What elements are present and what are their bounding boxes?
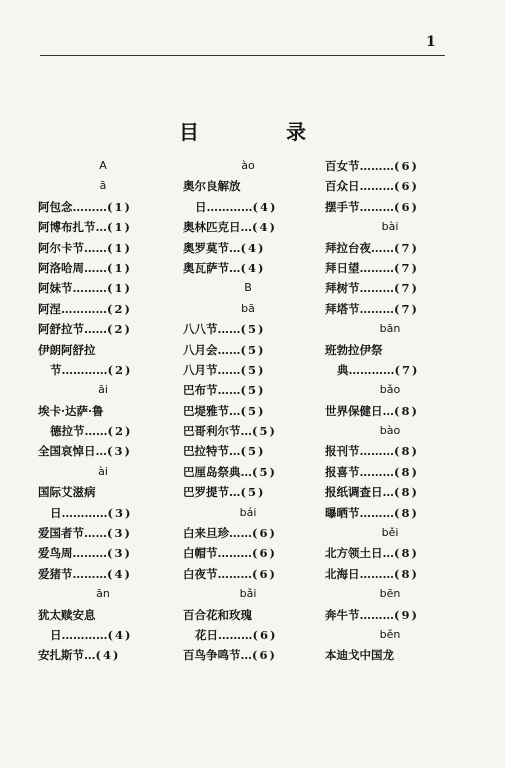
toc-page-ref: (5) <box>240 362 266 377</box>
toc-leader-dots: ……… <box>359 464 394 479</box>
toc-entry <box>325 278 455 298</box>
toc-entry-name: 拜日望 <box>325 260 360 275</box>
toc-entry <box>38 319 168 339</box>
toc-section-heading: ào <box>241 159 255 172</box>
toc-page-ref: (2) <box>107 301 132 316</box>
toc-page-ref: (5) <box>252 464 277 479</box>
toc-entry-name: 八八节 <box>183 322 218 337</box>
toc-entry <box>183 360 313 380</box>
toc-leader-dots: ……… <box>72 281 107 296</box>
toc-leader-dots: …… <box>84 526 107 541</box>
toc-leader-dots: … <box>240 464 252 479</box>
toc-entry-continuation <box>38 421 168 441</box>
toc-entry-name: 国际艾滋病 <box>38 485 96 500</box>
toc-entry-name: 阿博布扎节 <box>38 220 96 235</box>
toc-column-1 <box>38 156 168 666</box>
toc-entry <box>38 441 168 461</box>
toc-leader-dots: ………… <box>61 627 108 642</box>
toc-page-ref: (3) <box>107 526 132 541</box>
toc-leader-dots: ………… <box>348 362 395 377</box>
toc-leader-dots: ……… <box>217 566 252 581</box>
toc-section-heading: bài <box>381 220 399 234</box>
toc-leader-dots: … <box>95 220 107 235</box>
toc-section-heading: běn <box>379 627 401 641</box>
toc-entry-name: 拜树节 <box>325 281 360 296</box>
toc-leader-dots: … <box>240 424 252 439</box>
toc-section-heading: bā <box>241 301 255 315</box>
toc-page-ref: (6) <box>252 648 277 663</box>
toc-entry <box>183 462 313 482</box>
toc-leader-dots: ……… <box>359 260 394 275</box>
toc-leader-dots: … <box>229 485 241 500</box>
toc-page-ref: (5) <box>252 424 277 439</box>
toc-entry-name: 报刊节 <box>325 444 360 459</box>
toc-leader-dots: … <box>240 220 252 235</box>
toc-entry-name: 世界保健日 <box>325 403 383 418</box>
toc-entry-name: 巴堤雅节 <box>183 403 229 418</box>
toc-entry-name: 奥罗莫节 <box>183 240 229 255</box>
toc-entry <box>325 543 455 563</box>
toc-entry <box>38 605 168 625</box>
toc-entry <box>38 340 168 360</box>
toc-entry-name: 爱鸟周 <box>38 546 73 561</box>
toc-entry-name: 白夜节 <box>183 566 218 581</box>
toc-entry-name: 白来旦珍 <box>183 526 229 541</box>
toc-entry-name: 拜拉台夜 <box>325 240 371 255</box>
toc-entry <box>183 340 313 360</box>
toc-entry-name: 百鸟争鸣节 <box>183 648 241 663</box>
toc-page-ref: (7) <box>394 281 419 296</box>
toc-page-ref: (1) <box>107 220 132 235</box>
toc-column-2 <box>183 156 313 666</box>
toc-entry-name: 百众日 <box>325 179 360 194</box>
toc-page-ref: (4) <box>240 240 266 255</box>
toc-page-ref: (4) <box>107 627 133 642</box>
toc-page-ref: (6) <box>252 546 277 561</box>
toc-entry-name: 奥瓦萨节 <box>183 260 229 275</box>
toc-entry-name: 典 <box>337 362 349 377</box>
toc-entry <box>38 523 168 543</box>
toc-page-ref: (2) <box>107 424 133 439</box>
toc-entry <box>325 401 455 421</box>
toc-entry <box>325 605 455 625</box>
toc-entry-name: 巴哥利尔节 <box>183 424 241 439</box>
toc-entry <box>183 238 313 258</box>
toc-entry <box>183 564 313 584</box>
toc-entry <box>325 258 455 278</box>
toc-entry <box>183 605 313 625</box>
toc-entry-name: 奔牛节 <box>325 607 360 622</box>
toc-entry <box>183 645 313 665</box>
toc-leader-dots: …… <box>84 240 107 255</box>
toc-page-ref: (3) <box>107 444 132 459</box>
toc-entry-name: 百女节 <box>325 159 360 173</box>
toc-entry-name: 德拉节 <box>50 424 85 439</box>
toc-leader-dots: ……… <box>359 505 394 520</box>
toc-entry-continuation <box>38 625 168 645</box>
toc-entry-name: 阿涅 <box>38 301 61 316</box>
toc-page-ref: (2) <box>107 322 132 337</box>
toc-leader-dots: …… <box>229 526 252 541</box>
toc-leader-dots: ……… <box>359 566 394 581</box>
toc-leader-dots: … <box>95 444 107 459</box>
toc-entry-name: 巴厘岛祭典 <box>183 464 241 479</box>
toc-entry <box>38 197 168 217</box>
toc-entry <box>325 176 455 196</box>
toc-entry-name: 摆手节 <box>325 199 360 214</box>
toc-entry <box>38 564 168 584</box>
toc-page-ref: (7) <box>394 362 420 377</box>
toc-page-ref: (6) <box>252 526 277 541</box>
toc-page-ref: (5) <box>240 444 266 459</box>
toc-entry-name: 本迪戈中国龙 <box>325 648 394 663</box>
toc-entry <box>38 258 168 278</box>
toc-page-ref: (6) <box>394 199 419 214</box>
toc-entry-name: 奥尔良解放 <box>183 179 241 194</box>
toc-page-ref: (7) <box>394 240 419 255</box>
toc-section-heading: B <box>244 281 252 295</box>
toc-leader-dots: ……… <box>72 199 107 214</box>
toc-page-ref: (9) <box>394 607 419 622</box>
toc-page-ref: (1) <box>107 240 132 255</box>
toc-leader-dots: ………… <box>61 362 108 377</box>
toc-section-heading: bǎi <box>239 587 257 601</box>
toc-entry <box>183 217 313 237</box>
toc-page-ref: (3) <box>107 546 132 561</box>
toc-entry <box>325 299 455 319</box>
toc-entry-name: 曝晒节 <box>325 505 360 520</box>
toc-section-heading: ān <box>96 587 110 601</box>
toc-entry <box>325 645 455 665</box>
toc-entry-name: 日 <box>50 505 62 520</box>
toc-entry-name: 花日 <box>195 627 218 642</box>
toc-entry-name: 八月会 <box>183 342 218 357</box>
toc-page-ref: (7) <box>394 301 419 316</box>
toc-entry <box>183 482 313 502</box>
toc-page-ref: (3) <box>107 505 133 520</box>
toc-entry <box>325 441 455 461</box>
toc-page-ref: (4) <box>252 220 277 235</box>
toc-leader-dots: …… <box>84 424 108 439</box>
toc-page-ref: (5) <box>240 342 266 357</box>
toc-entry <box>183 421 313 441</box>
toc-entry <box>183 176 313 196</box>
toc-entry <box>325 340 455 360</box>
toc-page-ref: (7) <box>394 260 419 275</box>
toc-section-heading: ā <box>99 179 107 193</box>
page-title: 目 录 <box>179 120 346 144</box>
toc-entry-name: 阿舒拉节 <box>38 322 84 337</box>
toc-page-ref: (6) <box>252 627 278 642</box>
toc-entry-name: 全国哀悼日 <box>38 444 96 459</box>
toc-entry <box>183 441 313 461</box>
toc-leader-dots: … <box>382 485 394 500</box>
toc-entry-name: 百合花和玫瑰 <box>183 607 252 622</box>
toc-entry-name: 埃卡·达萨·鲁 <box>38 403 104 418</box>
toc-entry-name: 北方领土日 <box>325 546 383 561</box>
toc-entry <box>325 564 455 584</box>
toc-page-ref: (8) <box>394 464 419 479</box>
toc-section-heading: āi <box>98 383 108 397</box>
toc-leader-dots: …… <box>217 362 241 377</box>
toc-leader-dots: … <box>229 444 241 459</box>
toc-entry-name: 阿尔卡节 <box>38 240 84 255</box>
toc-leader-dots: ……… <box>359 444 394 459</box>
toc-entry-continuation <box>183 625 313 645</box>
toc-entry <box>38 482 168 502</box>
toc-leader-dots: ……… <box>217 546 252 561</box>
toc-section-heading: bái <box>239 505 257 519</box>
toc-entry-name: 节 <box>50 362 62 377</box>
toc-entry <box>183 258 313 278</box>
toc-entry-name: 爱国者节 <box>38 526 84 541</box>
toc-section-heading: bào <box>379 424 401 438</box>
toc-entry-name: 犹太赎安息 <box>38 607 96 622</box>
toc-section-heading: běi <box>381 526 399 540</box>
toc-entry-name: 巴拉特节 <box>183 444 229 459</box>
toc-entry-continuation <box>38 360 168 380</box>
toc-section-heading: A <box>99 159 107 172</box>
toc-page-ref: (6) <box>394 179 419 194</box>
toc-leader-dots: …… <box>371 240 394 255</box>
toc-entry <box>38 543 168 563</box>
toc-page-ref: (1) <box>107 199 132 214</box>
toc-entry <box>38 217 168 237</box>
toc-leader-dots: … <box>229 403 241 418</box>
toc-entry-name: 伊朗阿舒拉 <box>38 342 96 357</box>
page-number: 1 <box>426 34 436 50</box>
toc-page-ref: (8) <box>394 566 419 581</box>
toc-page-ref: (4) <box>107 566 132 581</box>
toc-leader-dots: ……… <box>359 281 394 296</box>
toc-entry <box>325 156 455 176</box>
toc-entry-name: 阿包念 <box>38 199 73 214</box>
toc-leader-dots: … <box>382 403 394 418</box>
toc-leader-dots: … <box>382 546 394 561</box>
toc-entry-name: 奥林匹克日 <box>183 220 241 235</box>
toc-entry-name: 巴罗提节 <box>183 485 229 500</box>
toc-leader-dots: … <box>229 240 241 255</box>
toc-leader-dots: ………… <box>61 301 107 316</box>
toc-column-3 <box>325 156 455 666</box>
toc-entry-name: 报喜节 <box>325 464 360 479</box>
toc-entry-name: 班勃拉伊祭 <box>325 342 383 357</box>
toc-entry <box>183 523 313 543</box>
toc-page-ref: (1) <box>107 260 132 275</box>
toc-entry <box>325 197 455 217</box>
toc-entry-name: 安扎斯节 <box>38 648 84 663</box>
toc-entry <box>38 238 168 258</box>
toc-page-ref: (8) <box>394 444 419 459</box>
toc-entry <box>38 278 168 298</box>
toc-page-ref: (5) <box>240 383 266 398</box>
toc-leader-dots: ………… <box>206 199 253 214</box>
toc-section-heading: ài <box>98 464 108 478</box>
toc-leader-dots: ……… <box>72 546 107 561</box>
toc-entry-continuation <box>325 360 455 380</box>
toc-entry-name: 阿妹节 <box>38 281 73 296</box>
toc-entry <box>183 380 313 400</box>
toc-page-ref: (8) <box>394 546 419 561</box>
toc-leader-dots: ……… <box>72 566 107 581</box>
toc-page-ref: (8) <box>394 505 419 520</box>
toc-leader-dots: ……… <box>359 199 394 214</box>
toc-leader-dots: ………… <box>61 505 108 520</box>
toc-leader-dots: …… <box>217 342 241 357</box>
toc-leader-dots: … <box>240 648 252 663</box>
toc-entry <box>183 401 313 421</box>
toc-entry-name: 日 <box>50 627 62 642</box>
toc-leader-dots: ……… <box>218 627 253 642</box>
toc-leader-dots: ……… <box>359 159 394 173</box>
toc-entry <box>38 645 168 665</box>
toc-page-ref: (1) <box>107 281 132 296</box>
toc-section-heading: bēn <box>379 587 401 601</box>
toc-leader-dots: …… <box>84 260 107 275</box>
toc-page-ref: (6) <box>252 566 277 581</box>
toc-page-ref: (2) <box>107 362 133 377</box>
toc-entry-name: 日 <box>195 199 207 214</box>
toc-section-heading: bǎo <box>379 383 401 397</box>
toc-entry-name: 八月节 <box>183 362 218 377</box>
toc-entry <box>38 401 168 421</box>
toc-leader-dots: … <box>229 260 241 275</box>
toc-entry <box>325 503 455 523</box>
toc-entry-name: 巴布节 <box>183 383 218 398</box>
toc-entry <box>183 543 313 563</box>
toc-leader-dots: ……… <box>359 179 394 194</box>
toc-leader-dots: … <box>84 648 96 663</box>
toc-entry <box>325 462 455 482</box>
toc-entry-name: 北海日 <box>325 566 360 581</box>
toc-leader-dots: …… <box>217 383 241 398</box>
toc-entry-name: 白帽节 <box>183 546 218 561</box>
toc-entry-name: 拜塔节 <box>325 301 360 316</box>
toc-page-ref: (5) <box>240 485 266 500</box>
toc-page-ref: (5) <box>240 403 266 418</box>
toc-leader-dots: ……… <box>359 607 394 622</box>
toc-section-heading: bān <box>379 322 401 336</box>
toc-entry-name: 爱猪节 <box>38 566 73 581</box>
toc-entry-name: 报纸调查日 <box>325 485 383 500</box>
toc-page-ref: (6) <box>394 159 419 173</box>
toc-leader-dots: …… <box>217 322 241 337</box>
toc-entry <box>325 482 455 502</box>
toc-page-ref: (8) <box>394 403 419 418</box>
toc-entry <box>38 299 168 319</box>
toc-leader-dots: …… <box>84 322 107 337</box>
toc-entry <box>183 319 313 339</box>
toc-entry-continuation <box>38 503 168 523</box>
toc-entry-name: 阿洛哈周 <box>38 260 84 275</box>
toc-page-ref: (8) <box>394 485 419 500</box>
toc-page-ref: (5) <box>240 322 266 337</box>
toc-page-ref: (4) <box>95 648 121 663</box>
header-rule <box>40 55 445 56</box>
toc-page-ref: (4) <box>240 260 266 275</box>
toc-leader-dots: ……… <box>359 301 394 316</box>
toc-entry-continuation <box>183 197 313 217</box>
toc-page-ref: (4) <box>252 199 278 214</box>
toc-entry <box>325 238 455 258</box>
